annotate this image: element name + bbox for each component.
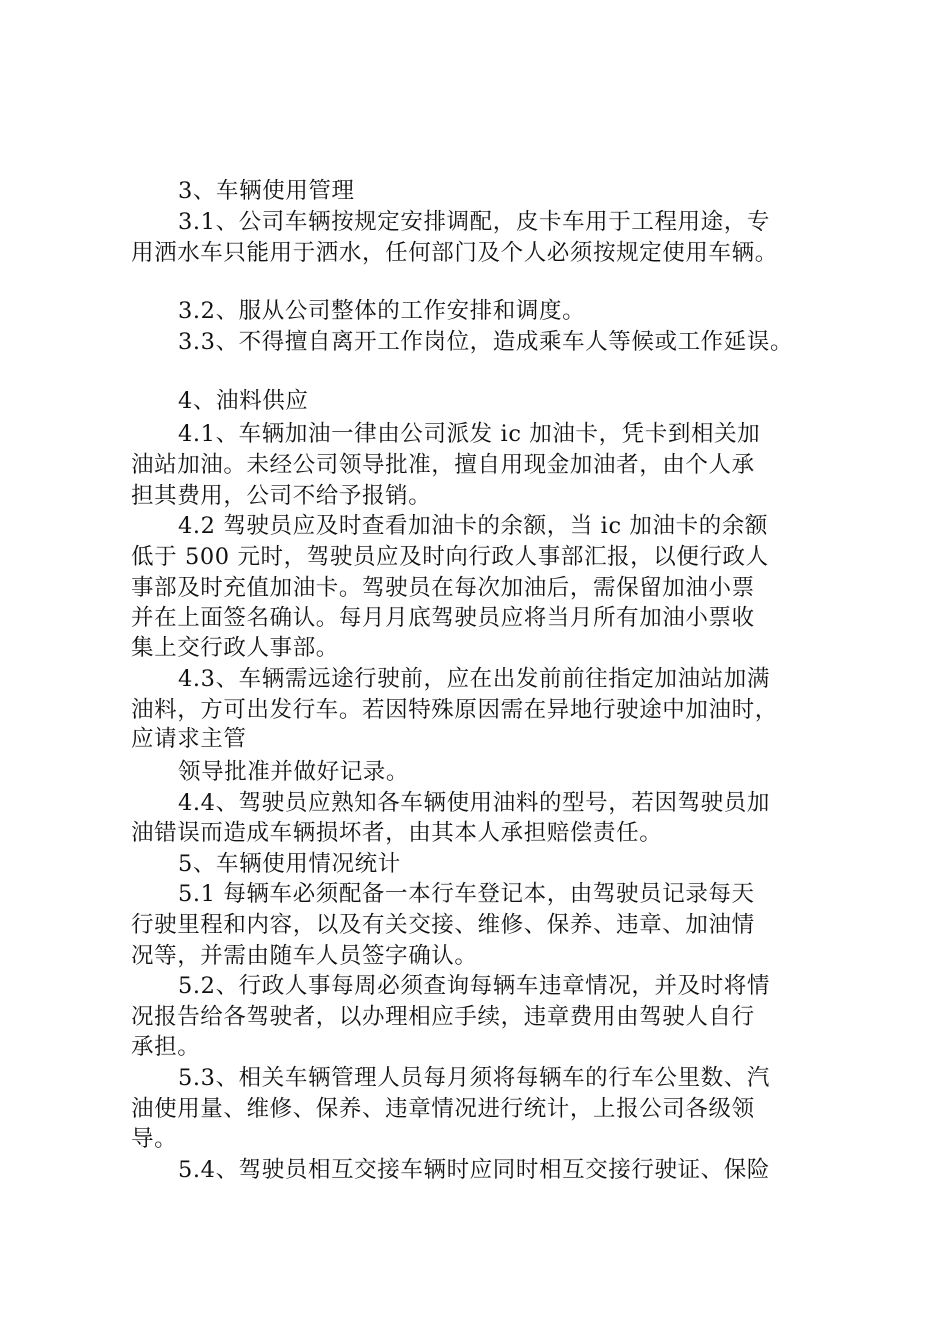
paragraph-line: 5.3、相关车辆管理人员每月须将每辆车的行车公里数、汽 — [178, 1065, 770, 1091]
paragraph-line: 4.2 驾驶员应及时查看加油卡的余额，当 ic 加油卡的余额 — [178, 513, 769, 539]
paragraph-line: 4.1、车辆加油一律由公司派发 ic 加油卡，凭卡到相关加 — [178, 421, 761, 447]
paragraph-line: 行驶里程和内容，以及有关交接、维修、保养、违章、加油情 — [131, 912, 755, 938]
section-heading-usage-stats: 5、车辆使用情况统计 — [178, 851, 401, 877]
paragraph-line: 油料，方可出发行车。若因特殊原因需在异地行驶途中加油时， — [131, 697, 778, 723]
paragraph-line: 4.4、驾驶员应熟知各车辆使用油料的型号，若因驾驶员加 — [178, 790, 770, 816]
paragraph-line: 担其费用，公司不给予报销。 — [131, 483, 432, 509]
paragraph-line: 应请求主管 — [131, 726, 247, 752]
paragraph-line: 况等，并需由随车人员签字确认。 — [131, 943, 478, 969]
paragraph-line: 集上交行政人事部。 — [131, 635, 339, 661]
paragraph-line: 低于 500 元时，驾驶员应及时向行政人事部汇报，以便行政人 — [131, 544, 769, 570]
paragraph-line: 承担。 — [131, 1034, 201, 1060]
paragraph-line: 5.4、驾驶员相互交接车辆时应同时相互交接行驶证、保险 — [178, 1157, 770, 1183]
paragraph-line: 3.3、不得擅自离开工作岗位，造成乘车人等候或工作延误。 — [178, 329, 794, 355]
paragraph-line: 5.2、行政人事每周必须查询每辆车违章情况，并及时将情 — [178, 973, 770, 999]
paragraph-line: 油使用量、维修、保养、违章情况进行统计，上报公司各级领 — [131, 1096, 755, 1122]
paragraph-line: 4.3、车辆需远途行驶前，应在出发前前往指定加油站加满 — [178, 666, 770, 692]
paragraph-line: 事部及时充值加油卡。驾驶员在每次加油后，需保留加油小票 — [131, 575, 755, 601]
paragraph-line: 油站加油。未经公司领导批准，擅自用现金加油者，由个人承 — [131, 452, 755, 478]
paragraph-line: 领导批准并做好记录。 — [178, 759, 410, 785]
paragraph-line: 油错误而造成车辆损坏者，由其本人承担赔偿责任。 — [131, 820, 663, 846]
paragraph-line: 用洒水车只能用于洒水，任何部门及个人必须按规定使用车辆。 — [131, 240, 778, 266]
paragraph-line: 况报告给各驾驶者，以办理相应手续，违章费用由驾驶人自行 — [131, 1004, 755, 1030]
paragraph-line: 3.2、服从公司整体的工作安排和调度。 — [178, 298, 586, 324]
section-heading-vehicle-use: 3、车辆使用管理 — [178, 178, 355, 204]
paragraph-line: 3.1、公司车辆按规定安排调配，皮卡车用于工程用途，专 — [178, 209, 770, 235]
paragraph-line: 并在上面签名确认。每月月底驾驶员应将当月所有加油小票收 — [131, 605, 755, 631]
paragraph-line: 5.1 每辆车必须配备一本行车登记本，由驾驶员记录每天 — [178, 881, 755, 907]
section-heading-fuel-supply: 4、油料供应 — [178, 388, 309, 414]
paragraph-line: 导。 — [131, 1126, 178, 1152]
